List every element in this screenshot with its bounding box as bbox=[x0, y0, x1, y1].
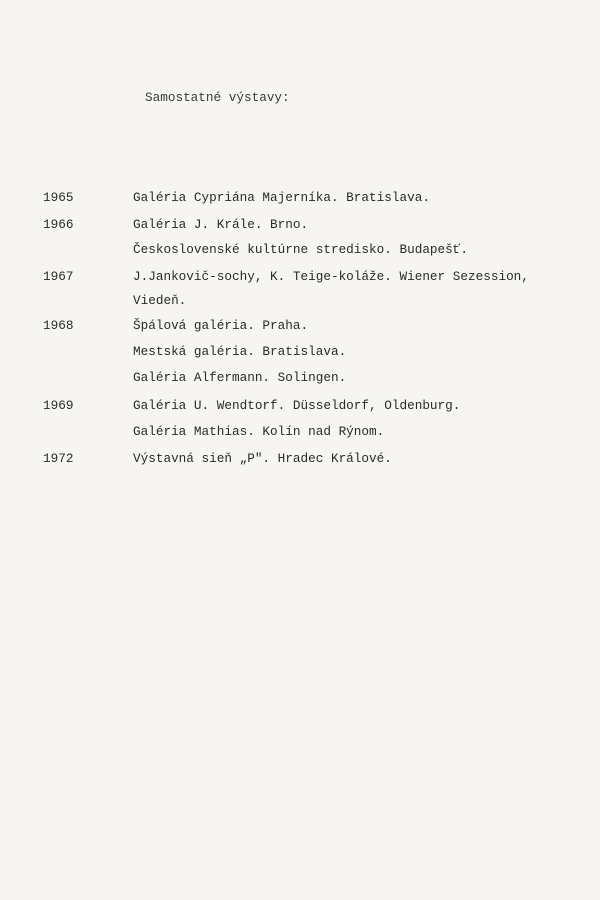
entry-year: 1969 bbox=[43, 398, 74, 413]
entry-text: Galéria Cypriána Majerníka. Bratislava. bbox=[133, 190, 430, 205]
entry-year: 1965 bbox=[43, 190, 74, 205]
entry-text: Výstavná sieň „P". Hradec Králové. bbox=[133, 451, 392, 466]
entry-text: Špálová galéria. Praha. bbox=[133, 318, 309, 333]
entry-text: Galéria Alfermann. Solingen. bbox=[133, 370, 347, 385]
entry-text: J.Jankovič-sochy, K. Teige-koláže. Wiener Sezession, bbox=[133, 269, 529, 284]
entry-year: 1968 bbox=[43, 318, 74, 333]
entry-year: 1966 bbox=[43, 217, 74, 232]
entry-year: 1967 bbox=[43, 269, 74, 284]
entry-text: Galéria U. Wendtorf. Düsseldorf, Oldenburg. bbox=[133, 398, 461, 413]
page-title: Samostatné výstavy: bbox=[145, 90, 290, 105]
entry-text: Československé kultúrne stredisko. Budapešť. bbox=[133, 242, 469, 257]
entry-text: Mestská galéria. Bratislava. bbox=[133, 344, 347, 359]
entry-text: Viedeň. bbox=[133, 293, 187, 308]
entry-text: Galéria J. Krále. Brno. bbox=[133, 217, 309, 232]
entry-text: Galéria Mathias. Kolín nad Rýnom. bbox=[133, 424, 385, 439]
entry-year: 1972 bbox=[43, 451, 74, 466]
